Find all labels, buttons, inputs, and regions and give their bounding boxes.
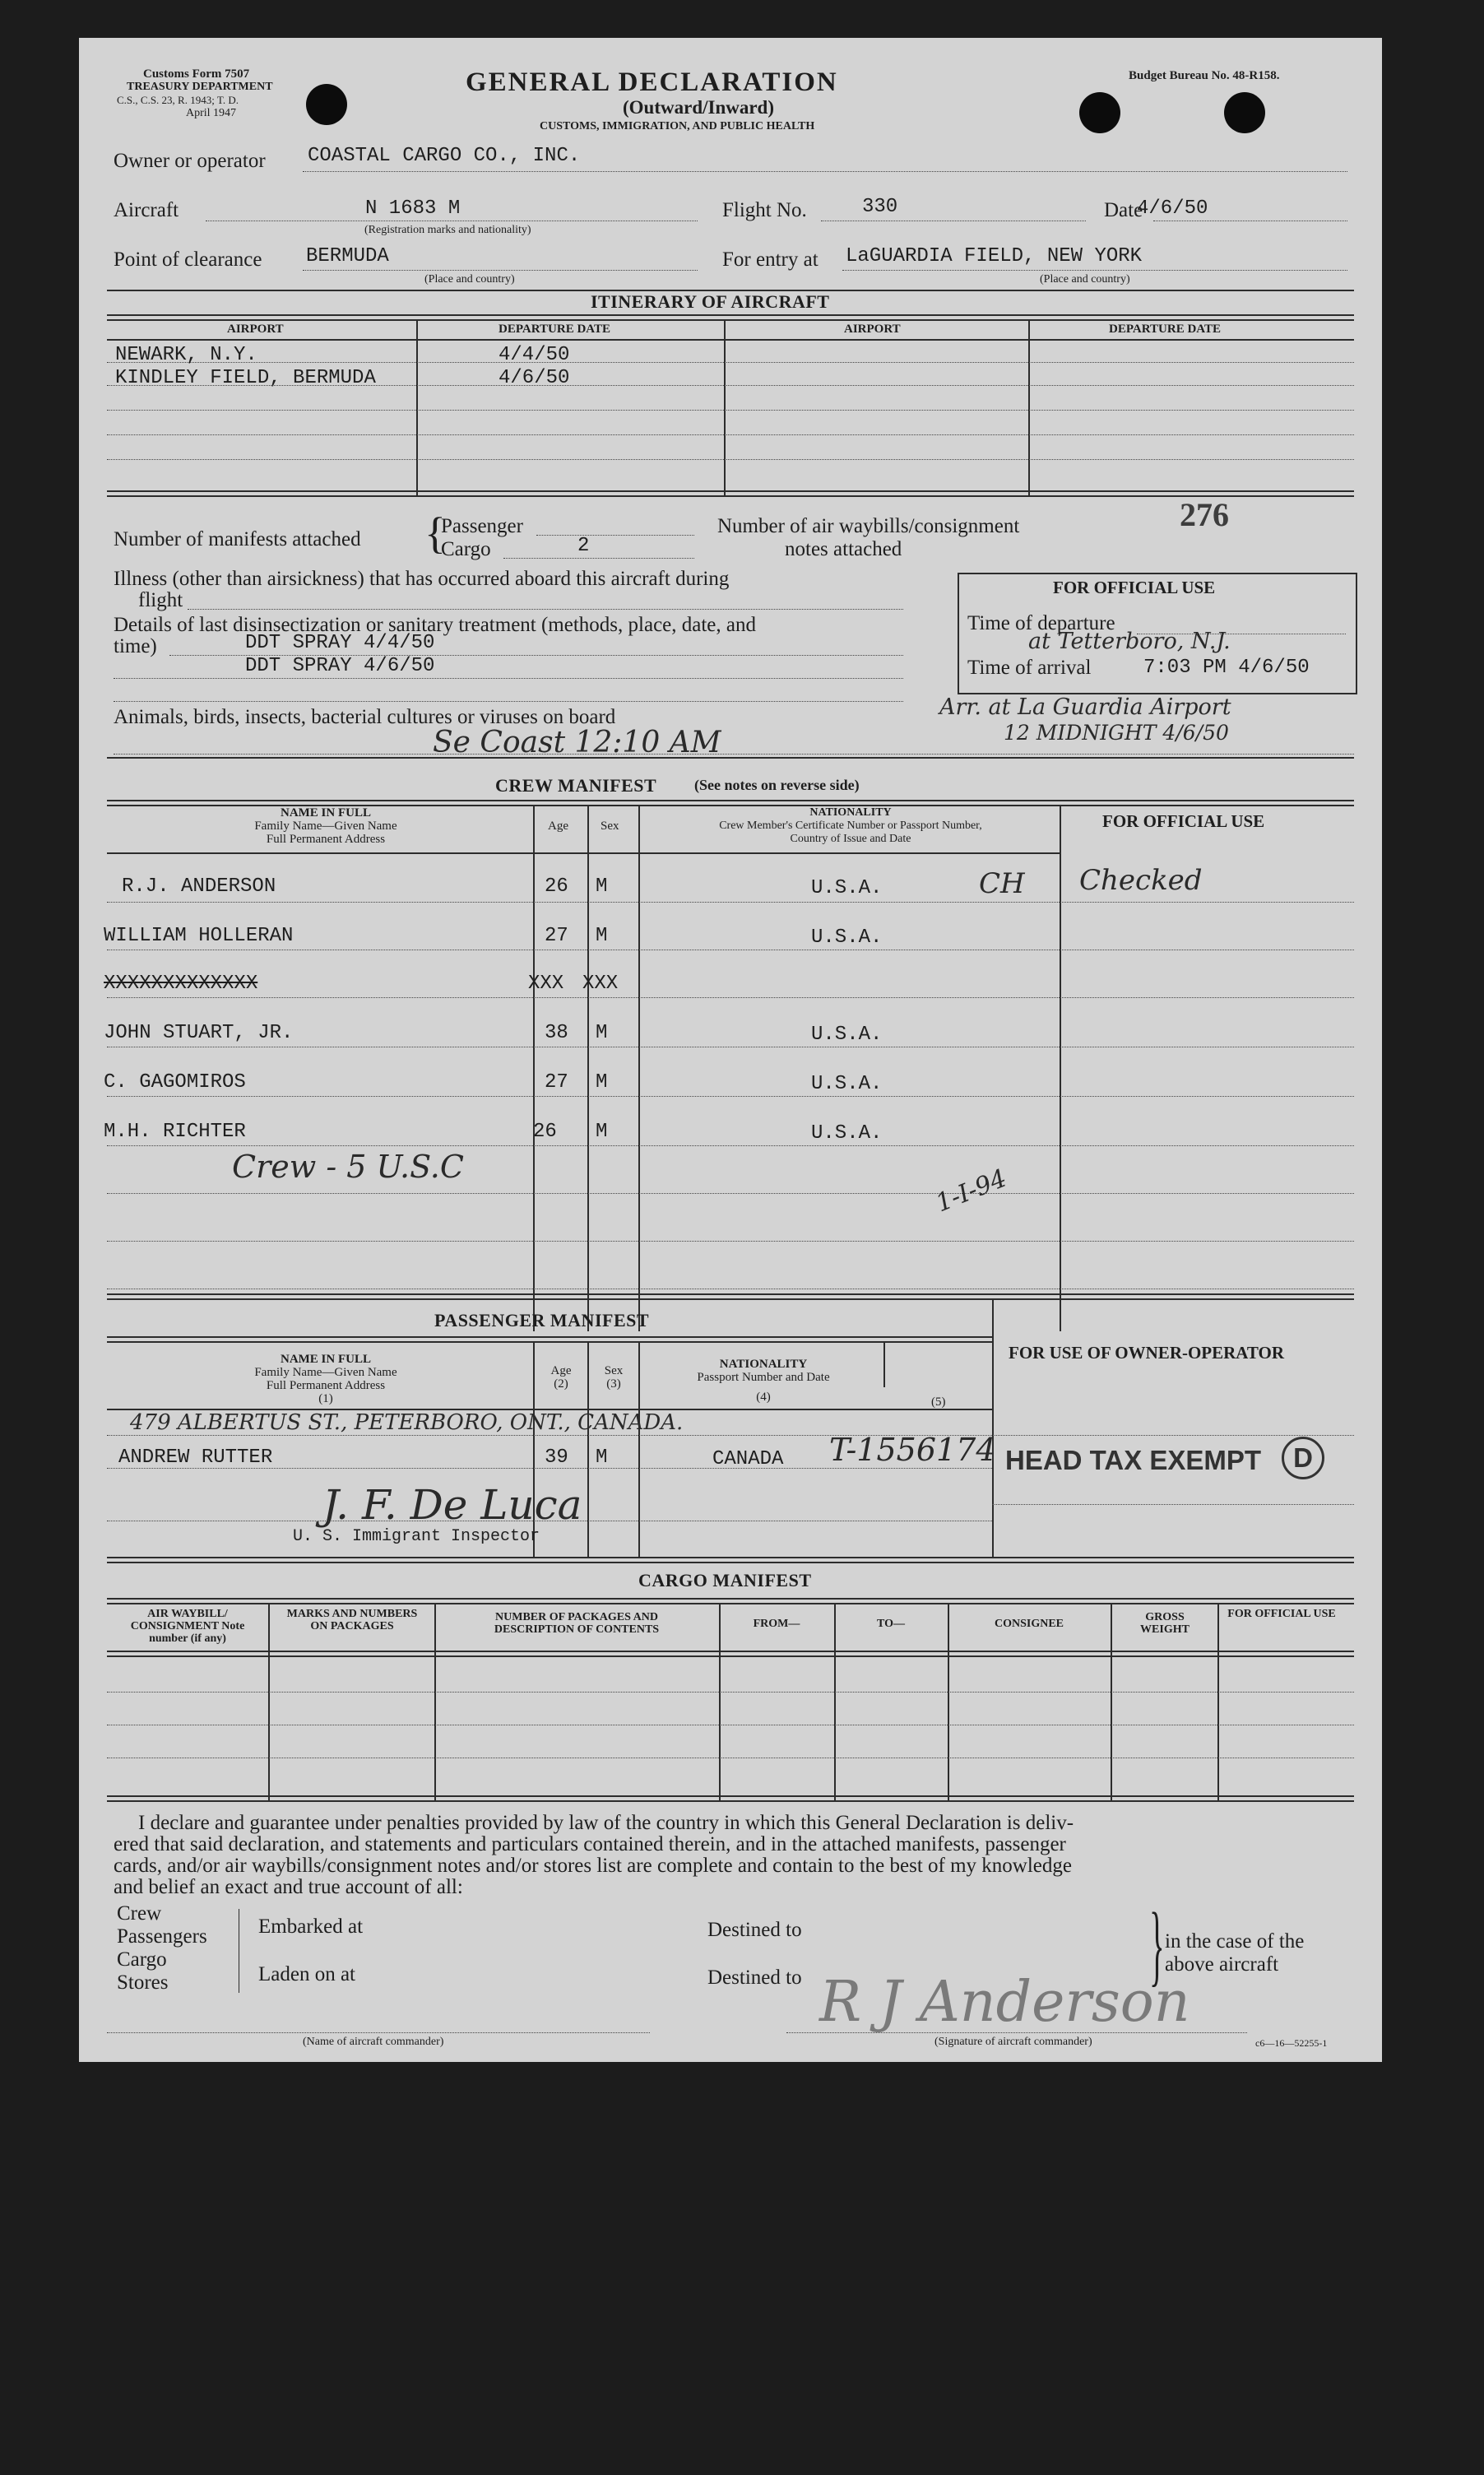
- passenger-age: 39: [545, 1446, 568, 1469]
- form-subtitle: (Outward/Inward): [623, 97, 775, 118]
- crew-row-3-sex-struck: XXX: [582, 973, 619, 995]
- crew-row-6-sex: M: [596, 1121, 608, 1143]
- crew-row-6-name: M.H. RICHTER: [104, 1121, 246, 1143]
- crew-manifest-title: CREW MANIFEST: [495, 775, 657, 796]
- crew-initials: CH: [979, 867, 1025, 900]
- embarked-label: Embarked at: [258, 1915, 364, 1938]
- crew-row-1-sex: M: [596, 875, 608, 898]
- illness-label: Illness (other than airsickness) that has occurred aboard this aircraft during: [114, 568, 730, 590]
- form-subtitle-agencies: CUSTOMS, IMMIGRATION, AND PUBLIC HEALTH: [540, 120, 815, 132]
- itinerary-row-1-airport: NEWARK, N.Y.: [115, 344, 257, 366]
- passenger-passport: T-1556174: [829, 1432, 996, 1468]
- official-use-title: FOR OFFICIAL USE: [1053, 578, 1216, 597]
- crew-col-nat-3: Country of Issue and Date: [790, 833, 911, 845]
- itinerary-col-airport: AIRPORT: [227, 323, 284, 336]
- case-label-2: above aircraft: [1165, 1953, 1279, 1976]
- cfr-citation: C.S., C.S. 23, R. 1943; T. D.: [117, 94, 239, 106]
- aircraft-caption: (Registration marks and nationality): [364, 224, 531, 236]
- treatment-1: DDT SPRAY 4/4/50: [245, 632, 435, 654]
- crew-manifest-note: (See notes on reverse side): [694, 777, 860, 793]
- budget-bureau-number: Budget Bureau No. 48-R158.: [1129, 69, 1280, 82]
- punch-hole: [1224, 92, 1265, 133]
- passenger-manifest-title: PASSENGER MANIFEST: [434, 1310, 650, 1330]
- crew-row-5-age: 27: [545, 1071, 568, 1094]
- passenger-col-5: (5): [931, 1395, 946, 1409]
- treatment-2: DDT SPRAY 4/6/50: [245, 655, 435, 677]
- inspector-signature: J. F. De Luca: [322, 1481, 582, 1529]
- head-tax-stamp-letter: D: [1282, 1437, 1324, 1479]
- cargo-col-marks: MARKS AND NUMBERS ON PACKAGES: [286, 1608, 418, 1632]
- entry-value: LaGUARDIA FIELD, NEW YORK: [846, 245, 1143, 267]
- commander-name-caption: (Name of aircraft commander): [303, 2036, 444, 2048]
- owner-value: COASTAL CARGO CO., INC.: [308, 145, 581, 167]
- crew-row-2-nat: U.S.A.: [811, 926, 883, 949]
- departure-time-note: Se Coast 12:10 AM: [433, 726, 721, 759]
- crew-col-name-2: Family Name—Given Name: [254, 820, 397, 833]
- crew-col-name: NAME IN FULL: [280, 806, 371, 820]
- form-date: April 1947: [186, 107, 237, 119]
- passenger-col-name: NAME IN FULL: [280, 1353, 371, 1366]
- itinerary-row-2-airport: KINDLEY FIELD, BERMUDA: [115, 367, 376, 389]
- cargo-manifest-title: CARGO MANIFEST: [638, 1570, 812, 1590]
- crew-col-official: FOR OFFICIAL USE: [1102, 811, 1265, 831]
- case-label-1: in the case of the: [1165, 1930, 1305, 1953]
- crew-count-note: Crew - 5 U.S.C: [232, 1149, 464, 1185]
- manifests-cargo-label: Cargo: [441, 538, 491, 560]
- head-tax-stamp: HEAD TAX EXEMPT: [1005, 1445, 1262, 1475]
- aircraft-value: N 1683 M: [365, 197, 461, 220]
- cargo-col-to: TO—: [877, 1618, 905, 1630]
- manifests-label: Number of manifests attached: [114, 528, 361, 550]
- treasury-department: TREASURY DEPARTMENT: [127, 81, 273, 93]
- passenger-col-sex: Sex: [604, 1364, 624, 1377]
- crew-col-nat: NATIONALITY: [809, 806, 892, 819]
- declaration-line-3: cards, and/or air waybills/consignment notes and/or stores list are complete and contain to the best of my knowledge: [114, 1855, 1072, 1877]
- declaration-cargo: Cargo: [117, 1948, 167, 1971]
- illness-label-2: flight: [138, 589, 183, 611]
- crew-row-1-nat: U.S.A.: [811, 877, 883, 899]
- cargo-col-waybill: AIR WAYBILL/ CONSIGNMENT Note number (if any): [130, 1608, 245, 1645]
- crew-col-nat-2: Crew Member's Certificate Number or Passport Number,: [719, 820, 982, 832]
- itinerary-col-departure-2: DEPARTURE DATE: [1109, 323, 1222, 336]
- passenger-sex: M: [596, 1446, 608, 1469]
- departure-time-label: Time of departure: [967, 612, 1115, 634]
- passenger-address: 479 ALBERTUS ST., PETERBORO, ONT., CANADA.: [130, 1410, 684, 1435]
- waybills-label: Number of air waybills/consignment: [717, 515, 1020, 537]
- crew-row-5-sex: M: [596, 1071, 608, 1094]
- passenger-col-age-num: (2): [554, 1377, 568, 1391]
- entry-label: For entry at: [722, 248, 819, 271]
- destined-label-1: Destined to: [707, 1919, 802, 1941]
- flight-label: Flight No.: [722, 199, 807, 221]
- crew-row-4-sex: M: [596, 1022, 608, 1044]
- crew-form-note: 1-I-94: [931, 1163, 1011, 1219]
- crew-row-3-name-struck: XXXXXXXXXXXXX: [104, 973, 258, 995]
- declaration-line-1: I declare and guarantee under penalties provided by law of the country in which this General Declaration is deliv-: [138, 1812, 1074, 1834]
- crew-row-6-age: 26: [533, 1121, 557, 1143]
- commander-signature-caption: (Signature of aircraft commander): [934, 2036, 1092, 2048]
- passenger-name: ANDREW RUTTER: [118, 1446, 273, 1469]
- declaration-stores: Stores: [117, 1971, 169, 1994]
- clearance-label: Point of clearance: [114, 248, 262, 271]
- arrival-time-label: Time of arrival: [967, 657, 1092, 679]
- passenger-col-name-2: Family Name—Given Name: [254, 1366, 397, 1379]
- passenger-col-nat-num: (4): [756, 1391, 771, 1404]
- commander-signature: R J Anderson: [819, 1970, 1190, 2035]
- passenger-col-sex-num: (3): [606, 1377, 621, 1391]
- print-code: c6—16—52255-1: [1255, 2037, 1328, 2049]
- crew-row-6-nat: U.S.A.: [811, 1122, 883, 1145]
- inspector-title: U. S. Immigrant Inspector: [293, 1527, 540, 1546]
- declaration-line-2: ered that said declaration, and statements and particulars contained therein, and in the attached manifests, passenger: [114, 1833, 1066, 1855]
- crew-row-4-nat: U.S.A.: [811, 1024, 883, 1046]
- cargo-col-weight: GROSS WEIGHT: [1140, 1611, 1190, 1636]
- general-declaration-form: Customs Form 7507 TREASURY DEPARTMENT C.S., C.S. 23, R. 1943; T. D. April 1947 GENERAL DECLARATION (Outward/Inward) CUSTOMS, IMMIGRATION, AND PUBLIC HEALTH Budget Bureau No. 48-R158. Owner or operator COASTAL CARGO CO., INC. Aircraft N 1683 M (Registration marks and nationality) Flight No. 330 Date 4/6/50 Point of clearance BERMUDA (Place and country) For entry at LaGUARDIA FIELD, NEW YORK (Place and country) ITINERARY OF AIRCRAFT AIRPORT DEPARTURE DATE AIRPORT DEPARTURE DATE NEWARK, N.Y. 4/4/50 KINDLEY FIELD, BERMUDA 4/6/50 Number of manifests attached { Passenger Cargo 2 Number of air waybills/consignment notes attached 276 Illness (other than airsickness) that has occurred aboard this aircraft during flight Details of last disinsectization or sanitary treatment (methods, place, date, and time) DDT SPRAY 4/4/50 DDT SPRAY 4/6/50 Animals, birds, insects, bacterial cultures or viruses on board FOR OFFICIAL USE Time of departure at Tetterboro, N.J. Time of arrival 7:03 PM 4/6/50 Arr. at La Guardia Airport 12 MIDNIGHT 4/6/50 Se Coast 12:10 AM CREW MANIFEST (See notes on reverse side) NAME IN FULL Family Name—Given Name Full Permanent Address Age Sex NATIONALITY Crew Member's Certificate Number or Passport Number, Country of Issue and Date FOR OFFICIAL USE R.J. ANDERSON 26 M U.S.A. WILLIAM HOLLERAN 27 M U.S.A. XXXXXXXXXXXXX XXX XXX JOHN STUART, JR. 38 M U.S.A. C. GAGOMIROS 27 M U.S.A. M.H. RICHTER 26 M U.S.A. CH Checked Crew - 5 U.S.C 1-I-94 PASSENGER MANIFEST NAME IN FULL Family Name—Given Name Full Permanent Address (1) Age (2) Sex (3) NATIONALITY Passport Number and Date (4) (5) FOR USE OF OWNER-OPERATOR 479 ALBERTUS ST., PETERBORO, ONT., CANADA. ANDREW RUTTER 39 M CANADA T-1556174 HEAD TAX EXEMPT D J. F. De Luca U. S. Immigrant Inspector CARGO MANIFEST AIR WAYBILL/ CONSIGNMENT Note number (if any) MARKS AND NUMBERS ON PACKAGES NUMBER OF PACKAGES AND DESCRIPTION OF CONTENTS FROM— TO— CONSIGNEE GROSS WEIGHT FOR OFFICIAL USE I declare and guarantee under penalties provided by law of the country in which this General Declaration is deliv- ered that said declaration, and statements and particulars contained therein, and in the attached manifests, passenger cards, and/or air waybills/consignment notes and/or stores list are complete and contain to the best of my knowledge and belief an exact and true account of all: Crew Passengers Cargo Stores Embarked at Laden on at Destined to Destined to } in the case of the above aircraft R J Anderson (Name of aircraft commander) (Signature of aircraft commander) c6—16—52255-1: [79, 38, 1382, 2062]
- flight-value: 330: [862, 196, 898, 218]
- crew-row-5-nat: U.S.A.: [811, 1073, 883, 1095]
- cargo-col-official: FOR OFFICIAL USE: [1227, 1608, 1336, 1620]
- crew-row-2-name: WILLIAM HOLLERAN: [104, 925, 294, 947]
- manifests-cargo-value: 2: [577, 535, 590, 557]
- cargo-col-packages: NUMBER OF PACKAGES AND DESCRIPTION OF CONTENTS: [494, 1611, 660, 1636]
- passenger-col-name-num: (1): [318, 1392, 333, 1405]
- passenger-col-age: Age: [550, 1364, 572, 1377]
- aircraft-label: Aircraft: [114, 199, 179, 221]
- customs-form-number: Customs Form 7507: [143, 67, 250, 81]
- passenger-nationality: CANADA: [712, 1448, 784, 1470]
- form-title: GENERAL DECLARATION: [466, 67, 838, 97]
- arrival-time-value: 7:03 PM 4/6/50: [1143, 657, 1310, 679]
- crew-row-5-name: C. GAGOMIROS: [104, 1071, 246, 1094]
- crew-col-name-3: Full Permanent Address: [266, 833, 386, 846]
- cargo-col-consignee: CONSIGNEE: [994, 1618, 1064, 1630]
- crew-row-2-age: 27: [545, 925, 568, 947]
- crew-col-sex: Sex: [601, 820, 619, 833]
- waybills-label-2: notes attached: [785, 538, 902, 560]
- destined-label-2: Destined to: [707, 1967, 802, 1989]
- crew-row-3-age-struck: XXX: [528, 973, 564, 995]
- passenger-col-nat: NATIONALITY: [719, 1358, 808, 1371]
- crew-col-age: Age: [548, 820, 568, 833]
- itinerary-col-departure: DEPARTURE DATE: [499, 323, 611, 336]
- date-label: Date: [1104, 199, 1143, 221]
- crew-row-4-name: JOHN STUART, JR.: [104, 1022, 294, 1044]
- declaration-crew: Crew: [117, 1902, 162, 1925]
- passenger-col-name-3: Full Permanent Address: [266, 1379, 386, 1392]
- entry-caption: (Place and country): [1040, 273, 1130, 286]
- animals-label: Animals, birds, insects, bacterial cultures or viruses on board: [114, 706, 616, 728]
- punch-hole: [1079, 92, 1120, 133]
- itinerary-title: ITINERARY OF AIRCRAFT: [591, 291, 830, 312]
- declaration-passengers: Passengers: [117, 1925, 207, 1948]
- laden-label: Laden on at: [258, 1963, 356, 1985]
- midnight-note: 12 MIDNIGHT 4/6/50: [1004, 721, 1229, 745]
- disinsect-label-2: time): [114, 635, 157, 657]
- waybill-stamp-number: 276: [1180, 496, 1229, 533]
- itinerary-row-2-date: 4/6/50: [499, 367, 570, 389]
- clearance-value: BERMUDA: [306, 245, 389, 267]
- crew-row-2-sex: M: [596, 925, 608, 947]
- departure-time-value: at Tetterboro, N.J.: [1028, 629, 1231, 654]
- cargo-col-from: FROM—: [753, 1618, 800, 1630]
- punch-hole: [306, 84, 347, 125]
- disinsect-label: Details of last disinsectization or sanitary treatment (methods, place, date, and: [114, 614, 756, 636]
- crew-row-1-age: 26: [545, 875, 568, 898]
- owner-operator-col: FOR USE OF OWNER-OPERATOR: [1009, 1343, 1285, 1363]
- crew-row-1-name: R.J. ANDERSON: [122, 875, 276, 898]
- date-value: 4/6/50: [1137, 197, 1208, 220]
- clearance-caption: (Place and country): [424, 273, 515, 286]
- itinerary-row-1-date: 4/4/50: [499, 344, 570, 366]
- declaration-line-4: and belief an exact and true account of all:: [114, 1876, 463, 1898]
- passenger-col-nat-2: Passport Number and Date: [697, 1371, 830, 1384]
- crew-row-4-age: 38: [545, 1022, 568, 1044]
- itinerary-col-airport-2: AIRPORT: [844, 323, 901, 336]
- arrival-note: Arr. at La Guardia Airport: [939, 694, 1231, 720]
- crew-checked-note: Checked: [1079, 864, 1203, 897]
- owner-label: Owner or operator: [114, 150, 266, 172]
- manifests-passenger-label: Passenger: [441, 515, 523, 537]
